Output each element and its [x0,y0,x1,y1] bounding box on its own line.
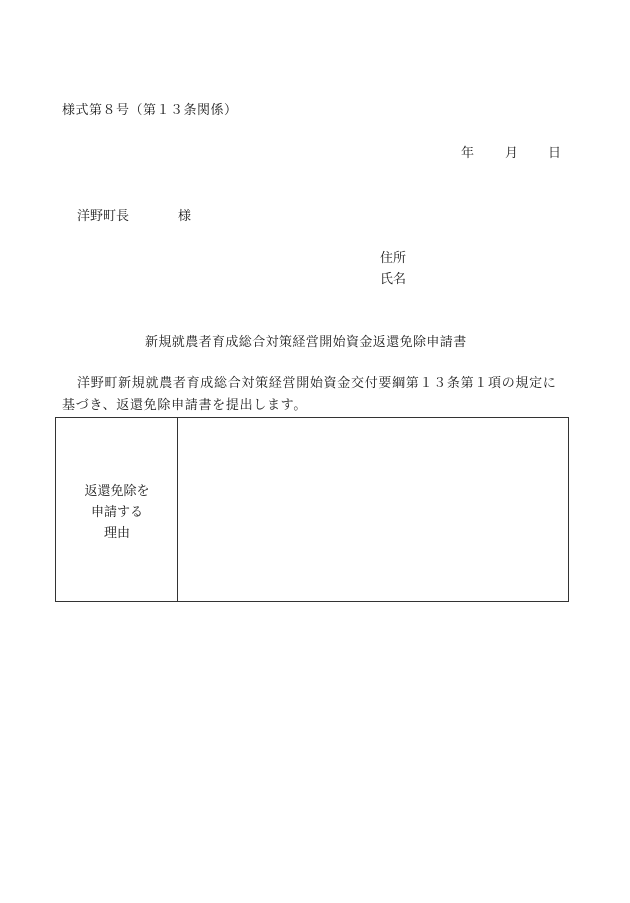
reason-label-cell [56,418,178,601]
reason-label-line: 理由 [103,526,130,541]
addressee-honorific: 様 [178,209,192,224]
body-text-line-2: 基づき、返還免除申請書を提出します。 [62,398,308,413]
reason-table [55,417,569,602]
reason-label-line: 申請する [90,505,143,520]
applicant-address-label: 住所 [380,251,407,266]
date-day-label: 日 [548,146,562,161]
form-number: 様式第８号（第１３条関係） [62,103,238,118]
reason-label-line: 返還免除を [84,484,150,499]
applicant-name-label: 氏名 [380,272,407,287]
date-year-label: 年 [461,146,475,161]
reason-input-cell[interactable] [178,418,568,601]
addressee-name: 洋野町長 [77,209,130,224]
body-text-line-1: 洋野町新規就農者育成総合対策経営開始資金交付要綱第１３条第１項の規定に [77,376,557,391]
date-month-label: 月 [505,146,519,161]
document-title: 新規就農者育成総合対策経営開始資金返還免除申請書 [145,335,467,350]
